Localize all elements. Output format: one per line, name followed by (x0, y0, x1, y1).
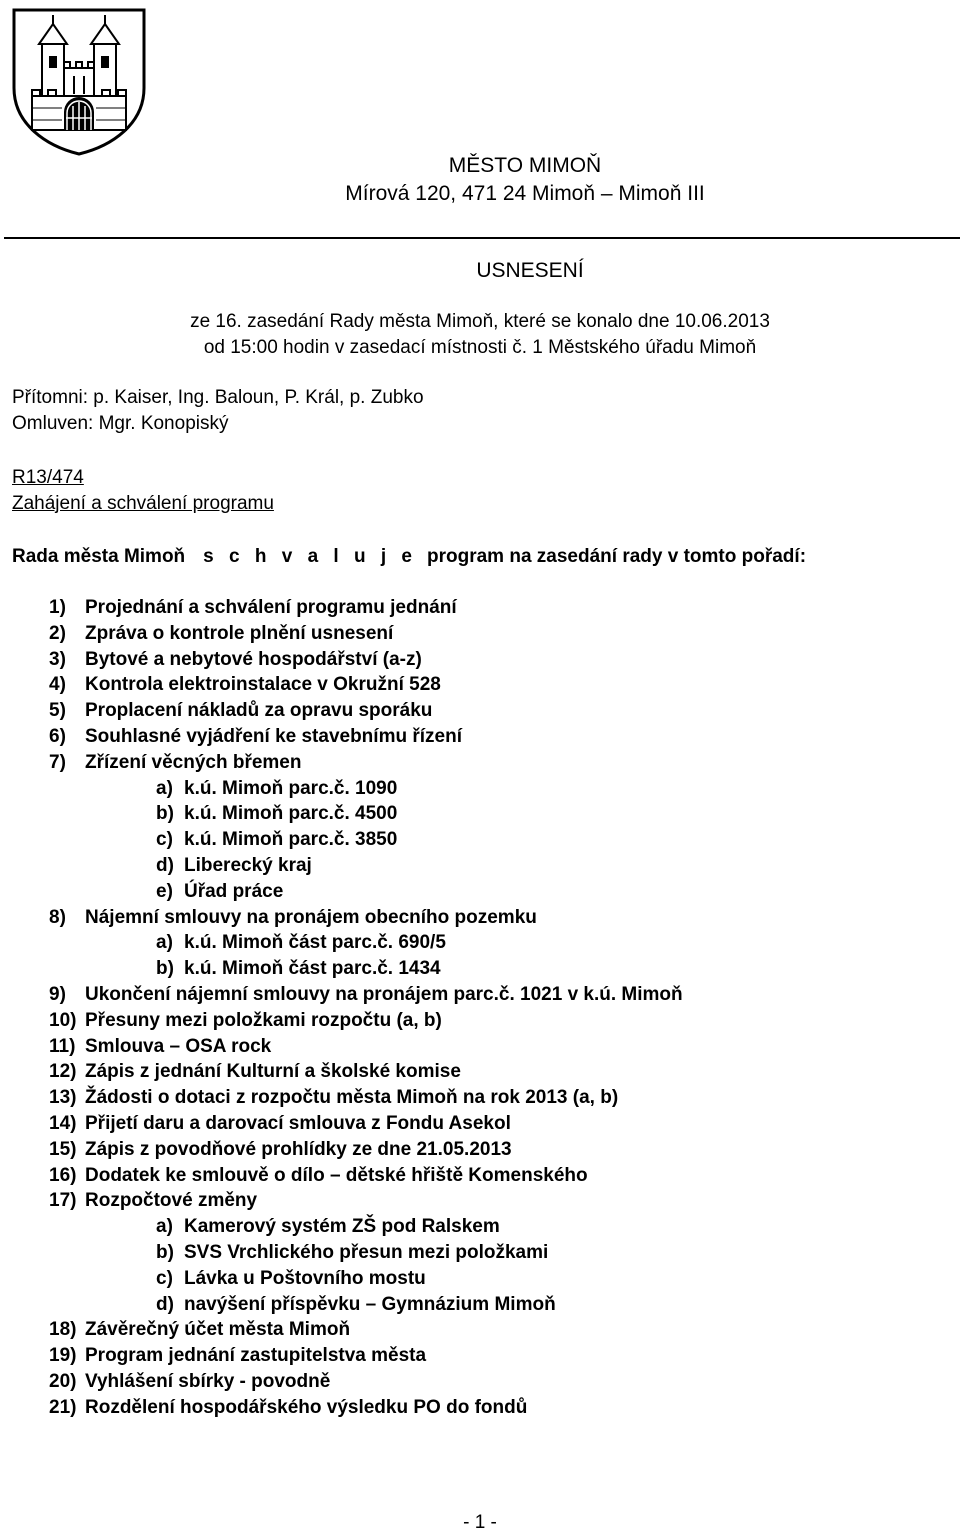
agenda-item (49, 1343, 683, 1369)
agenda-item-text: Proplacení nákladů za opravu sporáku (85, 700, 433, 722)
agenda-list (49, 595, 683, 1421)
decision-statement (12, 546, 806, 568)
agenda-subitem (49, 956, 683, 982)
agenda-item-text: Rozpočtové změny (85, 1190, 258, 1212)
agenda-item-number: d) (156, 854, 174, 876)
agenda-item-text: SVS Vrchlického přesun mezi položkami (184, 1241, 549, 1263)
town-name: MĚSTO MIMOŇ (448, 154, 602, 177)
agenda-item (49, 1034, 683, 1060)
meeting-info-line-1: ze 16. zasedání Rady města Mimoň, které se konalo dne 10.06.2013 (190, 311, 770, 332)
agenda-item-text: Zpráva o kontrole plnění usnesení (85, 622, 394, 644)
document-title: USNESENÍ (476, 259, 584, 282)
agenda-item-text: Souhlasné vyjádření ke stavebnímu řízení (85, 725, 462, 747)
agenda-item-number: 5) (49, 700, 66, 722)
attendees-absent: Omluven: Mgr. Konopiský (12, 413, 229, 434)
agenda-subitem (49, 1266, 683, 1292)
agenda-item-text: Úřad práce (184, 880, 284, 902)
agenda-item-text: Lávka u Poštovního mostu (184, 1267, 426, 1289)
agenda-item-number: 6) (49, 725, 66, 747)
agenda-item (49, 1163, 683, 1189)
agenda-item-number: 20) (49, 1370, 77, 1392)
meeting-info-line-2: od 15:00 hodin v zasedací místnosti č. 1 Městského úřadu Mimoň (203, 337, 757, 358)
agenda-item-number: 7) (49, 751, 66, 773)
decision-verb: s c h v a l u j e (203, 546, 417, 567)
agenda-item-text: Přesuny mezi položkami rozpočtu (a, b) (85, 1009, 442, 1031)
agenda-item (49, 1188, 683, 1214)
town-crest-logo (8, 6, 150, 156)
agenda-item-text: k.ú. Mimoň parc.č. 4500 (184, 803, 398, 825)
agenda-item-number: a) (156, 777, 173, 799)
agenda-item-number: b) (156, 1241, 174, 1263)
agenda-item-text: Ukončení nájemní smlouvy na pronájem parc.č. 1021 v k.ú. Mimoň (85, 983, 683, 1005)
attendees-present: Přítomni: p. Kaiser, Ing. Baloun, P. Král, p. Zubko (12, 387, 424, 408)
agenda-item-text: Žádosti o dotaci z rozpočtu města Mimoň na rok 2013 (a, b) (85, 1087, 619, 1109)
agenda-item (49, 905, 683, 931)
agenda-item-number: 8) (49, 906, 66, 928)
agenda-item (49, 724, 683, 750)
agenda-item-number: 4) (49, 674, 66, 696)
agenda-item-text: Rozdělení hospodářského výsledku PO do fondů (85, 1396, 528, 1418)
agenda-item-text: Závěrečný účet města Mimoň (85, 1319, 351, 1341)
agenda-item-text: Smlouva – OSA rock (85, 1035, 272, 1057)
decision-suffix: program na zasedání rady v tomto pořadí: (427, 546, 807, 567)
agenda-item-number: c) (156, 829, 173, 851)
agenda-item-number: 13) (49, 1087, 77, 1109)
agenda-item-number: a) (156, 1216, 173, 1238)
agenda-subitem (49, 776, 683, 802)
agenda-item-text: Přijetí daru a darovací smlouva z Fondu Asekol (85, 1112, 511, 1134)
agenda-item (49, 1008, 683, 1034)
agenda-item (49, 1085, 683, 1111)
agenda-subitem (49, 1292, 683, 1318)
agenda-item-text: Zřízení věcných břemen (85, 751, 302, 773)
agenda-item-number: 21) (49, 1396, 77, 1418)
agenda-subitem (49, 801, 683, 827)
agenda-item-text: k.ú. Mimoň část parc.č. 1434 (184, 958, 441, 980)
agenda-item-text: Nájemní smlouvy na pronájem obecního pozemku (85, 906, 537, 928)
agenda-item-number: 2) (49, 622, 66, 644)
header-divider (4, 237, 960, 239)
agenda-item-number: c) (156, 1267, 173, 1289)
agenda-item-number: a) (156, 932, 173, 954)
agenda-item-text: Projednání a schválení programu jednání (85, 597, 457, 618)
agenda-item (49, 1137, 683, 1163)
agenda-item-text: Bytové a nebytové hospodářství (a-z) (85, 648, 422, 670)
agenda-item (49, 1369, 683, 1395)
agenda-item-text: k.ú. Mimoň část parc.č. 690/5 (184, 932, 446, 954)
agenda-subitem (49, 827, 683, 853)
agenda-subitem (49, 930, 683, 956)
agenda-item-number: 3) (49, 648, 66, 670)
agenda-item (49, 698, 683, 724)
agenda-item (49, 647, 683, 673)
agenda-item-text: Vyhlášení sbírky - povodně (85, 1370, 331, 1392)
agenda-item-number: 15) (49, 1138, 77, 1160)
town-address: Mírová 120, 471 24 Mimoň – Mimoň III (345, 182, 705, 205)
agenda-item-text: Zápis z povodňové prohlídky ze dne 21.05.2013 (85, 1138, 512, 1160)
agenda-item-text: k.ú. Mimoň parc.č. 1090 (184, 777, 398, 799)
agenda-item-number: 16) (49, 1164, 77, 1186)
resolution-subject: Zahájení a schválení programu (12, 493, 274, 514)
resolution-number: R13/474 (12, 467, 84, 488)
agenda-item-text: Zápis z jednání Kulturní a školské komise (85, 1061, 461, 1083)
agenda-item (49, 1317, 683, 1343)
agenda-item-text: Program jednání zastupitelstva města (85, 1345, 427, 1367)
agenda-item-text: Kontrola elektroinstalace v Okružní 528 (85, 674, 441, 696)
agenda-item-text: navýšení příspěvku – Gymnázium Mimoň (184, 1293, 556, 1315)
agenda-item-text: Kamerový systém ZŠ pod Ralskem (184, 1216, 500, 1238)
agenda-item-number: b) (156, 958, 174, 980)
agenda-item-number: 11) (49, 1035, 76, 1057)
agenda-subitem (49, 1240, 683, 1266)
agenda-item-number: d) (156, 1293, 174, 1315)
agenda-item-text: k.ú. Mimoň parc.č. 3850 (184, 829, 398, 851)
agenda-item (49, 595, 683, 621)
agenda-item (49, 1395, 683, 1421)
agenda-item-number: 14) (49, 1112, 77, 1134)
agenda-subitem (49, 1214, 683, 1240)
agenda-subitem (49, 879, 683, 905)
agenda-item-number: e) (156, 880, 173, 902)
agenda-item-number: 18) (49, 1319, 77, 1341)
agenda-item (49, 1059, 683, 1085)
agenda-item (49, 621, 683, 647)
agenda-subitem (49, 853, 683, 879)
agenda-item-number: 19) (49, 1345, 77, 1367)
agenda-item (49, 672, 683, 698)
agenda-item-number: 17) (49, 1190, 77, 1212)
agenda-item-text: Dodatek ke smlouvě o dílo – dětské hřiště Komenského (85, 1164, 588, 1186)
agenda-item-number: 9) (49, 983, 66, 1005)
agenda-item-number: 1) (49, 597, 66, 618)
agenda-item (49, 982, 683, 1008)
page-number: - 1 - (463, 1512, 497, 1533)
agenda-item (49, 750, 683, 776)
agenda-item-number: 12) (49, 1061, 77, 1083)
agenda-item-text: Liberecký kraj (184, 854, 312, 876)
agenda-item-number: 10) (49, 1009, 77, 1031)
decision-prefix: Rada města Mimoň (12, 546, 186, 567)
agenda-item (49, 1111, 683, 1137)
agenda-item-number: b) (156, 803, 174, 825)
